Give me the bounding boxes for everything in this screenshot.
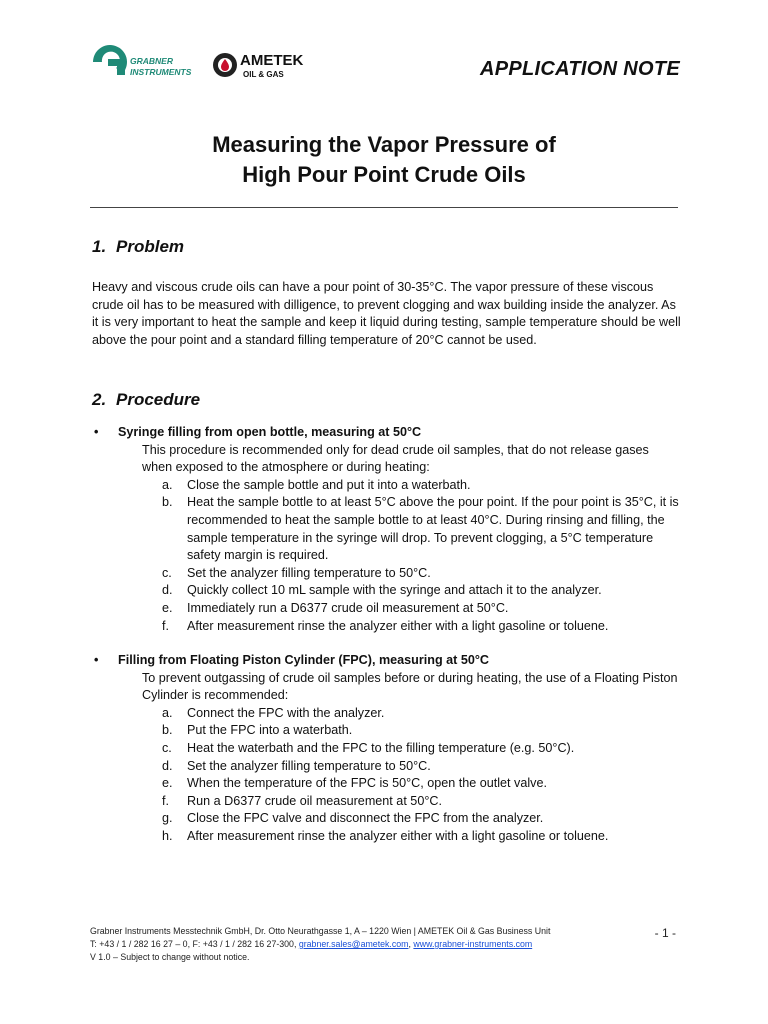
title-line-2: High Pour Point Crude Oils [242,162,526,187]
step-list [92,705,682,846]
section-number: 1. [92,237,107,256]
step-label: a. [162,477,173,492]
step-text: Put the FPC into a waterbath. [187,723,353,738]
method-intro: To prevent outgassing of crude oil samples before or during heating, the use of a Floating Piston Cylinder is recommended: [142,670,678,703]
step-text: Heat the waterbath and the FPC to the filling temperature (e.g. 50°C). [187,740,575,755]
list-item [92,494,682,564]
step-text: Set the analyzer filling temperature to 50°C. [187,565,431,580]
grabner-instruments-logo [90,42,210,82]
website-link[interactable]: www.grabner-instruments.com [413,939,533,949]
footer-version: V 1.0 – Subject to change without notice. [90,952,250,962]
list-item [92,793,682,811]
problem-text: Heavy and viscous crude oils can have a pour point of 30-35°C. The vapor pressure of these viscous crude oil has to be measured with dilligence, to prevent clogging and wax building inside the analyzer. As it is very important to heat the sample and keep it liquid during testing, sample temperature should be well above the pour point and a standard filling temperature of 20°C cannot be used. [92,280,681,347]
step-label: f. [162,618,169,633]
step-label: d. [162,583,173,598]
section-title: Procedure [116,390,201,409]
step-label: e. [162,600,173,615]
step-label: h. [162,828,173,843]
document-type-label: APPLICATION NOTE [480,58,680,80]
step-label: c. [162,740,172,755]
step-label: e. [162,776,173,791]
title-divider [90,207,678,208]
procedure-method-syringe [92,424,682,635]
list-item [92,775,682,793]
page-title [0,130,768,190]
step-text: After measurement rinse the analyzer either with a light gasoline or toluene. [187,618,609,633]
method-title [92,424,682,442]
footer-phone-fax: T: +43 / 1 / 282 16 27 – 0, F: +43 / 1 / 282 16 27-300, [90,939,299,949]
list-item [92,722,682,740]
step-label: g. [162,811,173,826]
method-title [92,652,682,670]
footer-contact [90,938,680,951]
step-list [92,477,682,635]
list-item [92,565,682,583]
svg-text:OIL & GAS: OIL & GAS [243,70,284,79]
step-text: Run a D6377 crude oil measurement at 50°C. [187,793,442,808]
footer-address: Grabner Instruments Messtechnik GmbH, Dr. Otto Neurathgasse 1, A – 1220 Wien | AMETEK Oil & Gas Business Unit [90,926,551,936]
svg-text:AMETEK: AMETEK [240,52,304,69]
list-item [92,810,682,828]
list-item [92,477,682,495]
step-label: a. [162,705,173,720]
bullet-icon: • [94,653,99,667]
step-text: When the temperature of the FPC is 50°C, open the outlet valve. [187,776,547,791]
list-item [92,618,682,636]
section-title: Problem [116,237,185,256]
section-heading-procedure [92,390,200,410]
page-footer [90,925,680,964]
step-text: Close the FPC valve and disconnect the FPC from the analyzer. [187,811,544,826]
list-item [92,758,682,776]
list-item [92,582,682,600]
step-text: Immediately run a D6377 crude oil measurement at 50°C. [187,600,509,615]
step-text: Connect the FPC with the analyzer. [187,705,385,720]
svg-text:GRABNER: GRABNER [130,56,173,66]
list-item [92,828,682,846]
list-item [92,600,682,618]
method-title-text: Syringe filling from open bottle, measuring at 50°C [118,425,422,439]
step-label: c. [162,565,172,580]
procedure-method-fpc [92,652,682,846]
problem-paragraph [92,279,682,349]
title-line-1: Measuring the Vapor Pressure of [212,132,556,157]
step-text: Close the sample bottle and put it into a waterbath. [187,477,471,492]
svg-text:INSTRUMENTS: INSTRUMENTS [130,67,192,77]
list-item [92,705,682,723]
section-number: 2. [92,390,107,409]
list-item [92,740,682,758]
section-heading-problem [92,237,184,257]
method-title-text: Filling from Floating Piston Cylinder (FPC), measuring at 50°C [118,653,489,667]
method-intro: This procedure is recommended only for dead crude oil samples, that do not release gases when exposed to the atmosphere or during heating: [142,442,649,475]
ametek-oil-gas-logo [212,48,342,82]
step-text: Quickly collect 10 mL sample with the syringe and attach it to the analyzer. [187,583,602,598]
step-label: d. [162,758,173,773]
step-text: Set the analyzer filling temperature to 50°C. [187,758,431,773]
page-number: - 1 - [654,926,676,940]
step-text: After measurement rinse the analyzer either with a light gasoline or toluene. [187,828,609,843]
bullet-icon: • [94,425,99,439]
step-label: b. [162,723,173,738]
step-text: Heat the sample bottle to at least 5°C above the pour point. If the pour point is 35°C, it is recommended to heat the sample bottle to at least 40°C. During rinsing and filling, the sample temperature in the syringe will drop. To prevent clogging, a 5°C temperature safety margin is required. [187,495,679,563]
document-header [90,40,680,90]
email-link[interactable]: grabner.sales@ametek.com [298,939,409,949]
step-label: b. [162,495,173,510]
footer-separator: , [408,939,414,949]
step-label: f. [162,793,169,808]
